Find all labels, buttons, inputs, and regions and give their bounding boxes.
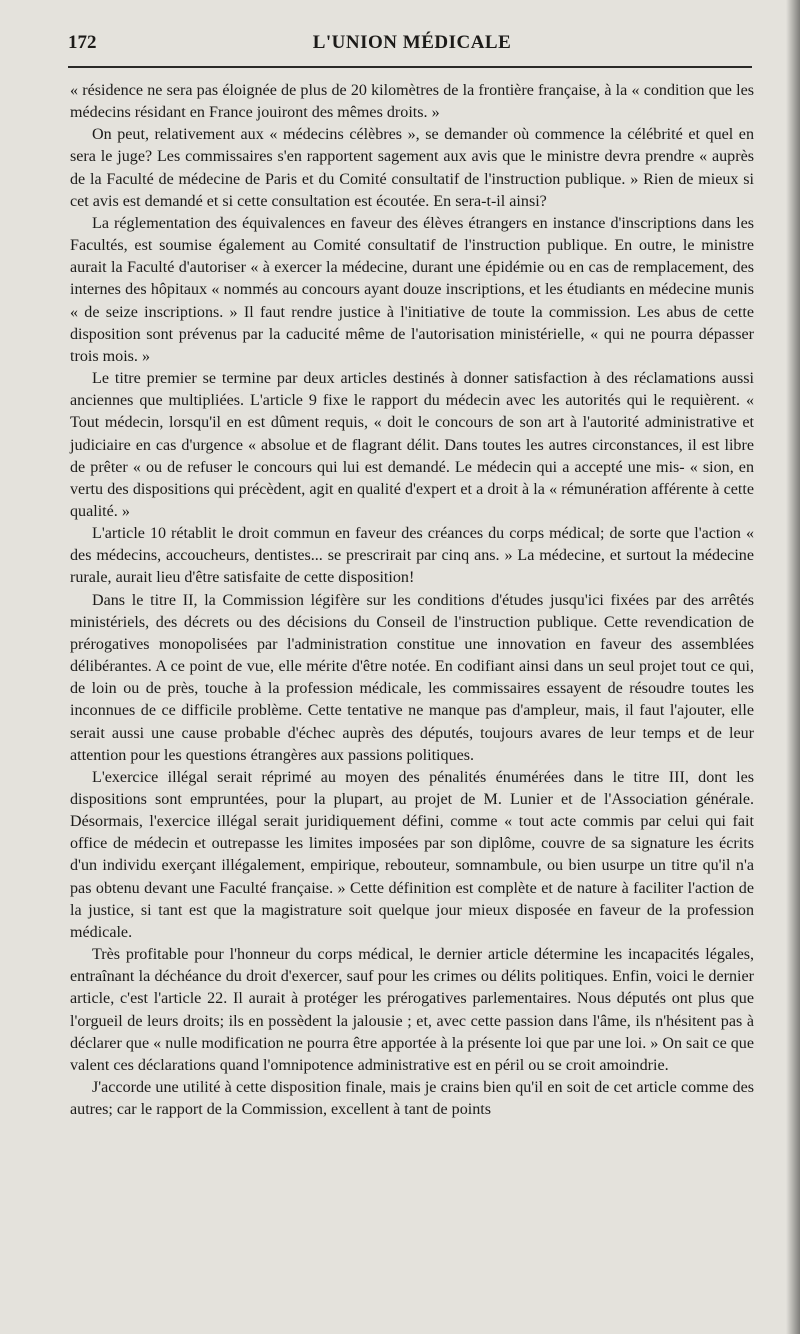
paragraph: L'article 10 rétablit le droit commun en faveur des créances du corps médical; de sorte que l'action « des médecins, accoucheurs, dentistes... se prescrirait par cinq ans. » La médecine, et surtout la médecine rurale, aurait lieu d'être satisfaite de cette disposition!	[70, 525, 754, 587]
running-title: L'UNION MÉDICALE	[312, 32, 512, 53]
article-body	[70, 80, 754, 1121]
paragraph: L'exercice illégal serait réprimé au moyen des pénalités énumérées dans le titre III, dont les dispositions sont empruntées, pour la plupart, au projet de M. Lunier et de l'Association générale. Désormais, l'exercice illégal serait juridiquement défini, comme « tout acte commis par celui qui fait office de médecin et outrepasse les limites imposées par son diplôme, couvre de sa signature les écrits d'un individu exerçant illégalement, empirique, rebouteur, somnambule, ou bien usurpe un titre qu'il n'a pas obtenu devant une Faculté française. » Cette définition est complète et de nature à faciliter l'action de la justice, si tant est que la magistrature soit quelque jour mieux disposée en faveur de la profession médicale.	[70, 768, 754, 941]
paragraph: « résidence ne sera pas éloignée de plus de 20 kilomètres de la frontière française, à la « condition que les médecins résidant en France jouiront des mêmes droits. »	[70, 82, 754, 122]
paragraph: Le titre premier se termine par deux articles destinés à donner satisfaction à des réclamations aussi anciennes que multipliées. L'article 9 fixe le rapport du médecin avec les autorités qui le requièrent. « Tout médecin, lorsqu'il en est dûment requis, « doit le concours de son art à l'autorité administrative et judiciaire en cas d'urgence « absolue et de flagrant délit. Dans toutes les autres circonstances, il est libre de prêter « ou de refuser le concours qui lui est demandé. Le médecin qui a accepté une mis- « sion, en vertu des dispositions qui précèdent, agit en qualité d'expert et a droit à la « rémunération afférente à cette qualité. »	[70, 370, 754, 520]
paragraph: Dans le titre II, la Commission légifère sur les conditions d'études jusqu'ici fixées par des arrêtés ministériels, des décrets ou des décisions du Conseil de l'instruction publique. Cette revendication de prérogatives monopolisées par l'administration constitue une innovation en faveur des assemblées délibérantes. A ce point de vue, elle mérite d'être notée. En codifiant ainsi dans un seul projet tout ce qui, de loin ou de près, touche à la profession médicale, les commissaires essayent de résoudre toutes les inconnues de ce difficile problème. Cette tentative ne manque pas d'ampleur, mais, il faut l'ajouter, elle serait aussi une cause probable d'échec auprès des députés, toujours avares de leur temps et de leur attention pour les questions étrangères aux passions politiques.	[70, 591, 754, 764]
header-rule	[68, 66, 752, 68]
page-header	[68, 28, 756, 62]
paragraph: J'accorde une utilité à cette disposition finale, mais je crains bien qu'il en soit de cet article comme des autres; car le rapport de la Commission, excellent à tant de points	[70, 1079, 754, 1119]
page-edge-shadow	[786, 0, 800, 1334]
page-number: 172	[68, 32, 97, 53]
paragraph: La réglementation des équivalences en faveur des élèves étrangers en instance d'inscriptions dans les Facultés, est soumise également au Comité consultatif de l'instruction publique. En outre, le ministre aurait la Faculté d'autoriser « à exercer la médecine, durant une épidémie ou en cas de remplacement, des internes des hôpitaux « nommés au concours ayant douze inscriptions, et les étudiants en médecine munis « de seize inscriptions. » Il faut rendre justice à l'initiative de toute la commission. Les abus de cette disposition sont prévenus par la caducité même de l'autorisation ministérielle, « qui ne pourra dépasser trois mois. »	[70, 214, 754, 365]
paragraph: On peut, relativement aux « médecins célèbres », se demander où commence la célébrité et quel en sera le juge? Les commissaires s'en rapportent sagement aux avis que le ministre devra prendre « auprès de la Faculté de médecine de Paris et du Comité consultatif de l'instruction publique. » Rien de mieux si cet avis est demandé et si cette consultation est écoutée. En sera-t-il ainsi?	[70, 126, 754, 210]
paragraph: Très profitable pour l'honneur du corps médical, le dernier article détermine les incapacités légales, entraînant la déchéance du droit d'exercer, sauf pour les crimes ou délits politiques. Enfin, voici le dernier article, c'est l'article 22. Il aurait à protéger les prérogatives parlementaires. Nous députés ont plus que l'orgueil de leurs droits; ils en possèdent la jalousie ; et, avec cette passion dans l'âme, ils n'hésitent pas à déclarer que « nulle modification ne pourra être apportée à la présente loi que par une loi. » On sait ce que valent ces déclarations quand l'omnipotence administrative est en péril ou se croit amoindrie.	[70, 946, 754, 1074]
